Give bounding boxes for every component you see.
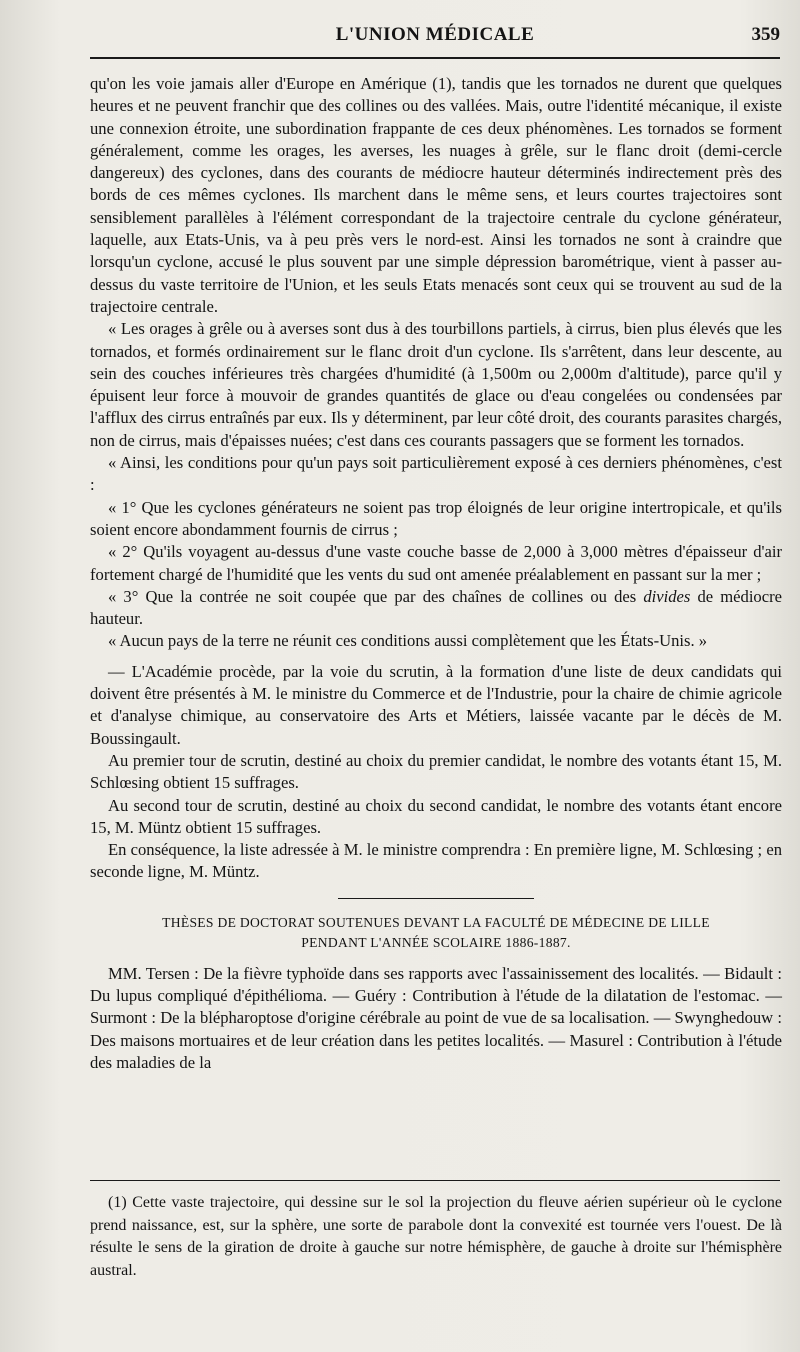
- paragraph: « 2° Qu'ils voyagent au-dessus d'une vaste couche basse de 2,000 à 3,000 mètres d'épaisseur d'air fortement chargé de l'humidité que les vents du sud ont amenée préalablement en passant sur la mer ;: [90, 542, 782, 584]
- paragraph-text: médiocre hauteur.: [90, 586, 782, 629]
- paragraph: qu'on les voie jamais aller d'Europe en Amérique (1), tandis que les tornados ne durent que quelques heures et ne peuvent franchir que des collines ou des vallées. Mais, outre l'identité mécanique, il existe une connexion étroite, une subordination frappante de ces deux phénomènes. Les tornados se forment généralement, comme les orages, les averses, les nuages à grêle, sur le flanc droit (demi-cercle dangereux) des cyclones, dans des courants de médiocre hauteur déterminés indirectement près des bords de ces mêmes cyclones. Ils marchent dans le même sens, et leurs courtes trajectoires sont sensiblement parallèles à l'élément correspondant de la trajectoire centrale du cyclone générateur, laquelle, aux Etats-Unis, va à peu près vers le nord-est. Ainsi les tornados ne sont à craindre que lorsqu'un cyclone, accusé le plus souvent par une simple dépression barométrique, vient à passer au-dessus du vaste territoire de l'Union, et les seuls Etats menacés sont ceux qui se trouvent au sud de la trajectoire centrale.: [90, 74, 782, 316]
- running-title: L'UNION MÉDICALE: [335, 24, 535, 45]
- paragraph: « Aucun pays de la terre ne réunit ces conditions aussi complètement que les États-Unis. »: [108, 631, 708, 651]
- page-number: 359: [751, 24, 780, 45]
- section-divider: [338, 898, 534, 899]
- paragraph: MM. Tersen : De la fièvre typhoïde dans ses rapports avec l'assainissement des localités. — Bidault : Du lupus compliqué d'épithélioma. — Guéry : Contribution à l'étude de la dilatation de l'estomac. — Surmont : De la blépharoptose d'origine cérébrale au point de vue de sa localisation. — Swynghedouw : Des maisons mortuaires et de leur création dans les petites localités. — Masurel : Contribution à l'étude des maladies de la: [90, 963, 782, 1072]
- main-text: [90, 73, 782, 1074]
- section-heading-line: THÈSES DE DOCTORAT SOUTENUES DEVANT LA FACULTÉ DE MÉDECINE DE LILLE: [162, 914, 710, 930]
- paragraph: En conséquence, la liste adressée à M. le ministre comprendra : En première ligne, M. Schlœsing ; en seconde ligne, M. Müntz.: [90, 840, 782, 882]
- paragraph-text: de: [690, 586, 714, 606]
- footnotes: [90, 1192, 782, 1282]
- footnote: (1) Cette vaste trajectoire, qui dessine sur le sol la projection du fleuve aérien supérieur où le cyclone prend naissance, est, sur la sphère, une sorte de parabole dont la convexité est tournée vers l'ouest. De là résulte le sens de la giration de droite à gauche sur notre hémisphère, de gauche à droite sur l'hémisphère austral.: [90, 1194, 782, 1279]
- paragraph: « Ainsi, les conditions pour qu'un pays soit particulièrement exposé à ces derniers phénomènes, c'est :: [90, 453, 782, 495]
- paragraph: « 1° Que les cyclones générateurs ne soient pas trop éloignés de leur origine intertropicale, et qu'ils soient encore abondamment fournis de cirrus ;: [90, 497, 782, 539]
- paragraph: Au second tour de scrutin, destiné au choix du second candidat, le nombre des votants étant encore 15, M. Müntz obtient 15 suffrages.: [90, 795, 782, 837]
- page-header: [90, 24, 780, 54]
- paragraph: « Les orages à grêle ou à averses sont dus à des tourbillons partiels, à cirrus, bien plus élevés que les tornados, et formés ordinairement sur le flanc droit d'un cyclone. Ils s'arrêtent, dans leur descente, au sein des couches inférieures très chargées d'humidité (à 1,500m ou 2,000m d'altitude), parce qu'il y épuisent leur force à mouvoir de grandes quantités de glace ou d'eau congelées ou condensées par l'afflux des cirrus entraînés par eux. Ils y déterminent, par leur côté droit, des courants parasites chargés, non de cirrus, mais d'épaisses nuées; c'est dans ces courants passagers que se forment les tornados.: [90, 319, 782, 450]
- paragraph-with-italic: [90, 586, 782, 631]
- header-rule: [90, 57, 780, 59]
- paragraph-text: « 3° Que la contrée ne soit coupée que par des chaînes de collines ou des: [108, 586, 637, 606]
- paragraph: Au premier tour de scrutin, destiné au choix du premier candidat, le nombre des votants étant 15, M. Schlœsing obtient 15 suffrages.: [90, 750, 782, 793]
- italic-term: divides: [643, 586, 691, 606]
- footnote-rule: [90, 1180, 780, 1181]
- section-heading-line: PENDANT L'ANNÉE SCOLAIRE 1886-1887.: [301, 934, 571, 950]
- section-heading: [90, 913, 782, 953]
- paragraph: — L'Académie procède, par la voie du scrutin, à la formation d'une liste de deux candidats qui doivent être présentés à M. le ministre du Commerce et de l'Industrie, pour la chaire de chimie agricole et d'analyse chimique, au conservatoire des Arts et Métiers, laissée vacante par le décès de M. Boussingault.: [90, 661, 782, 748]
